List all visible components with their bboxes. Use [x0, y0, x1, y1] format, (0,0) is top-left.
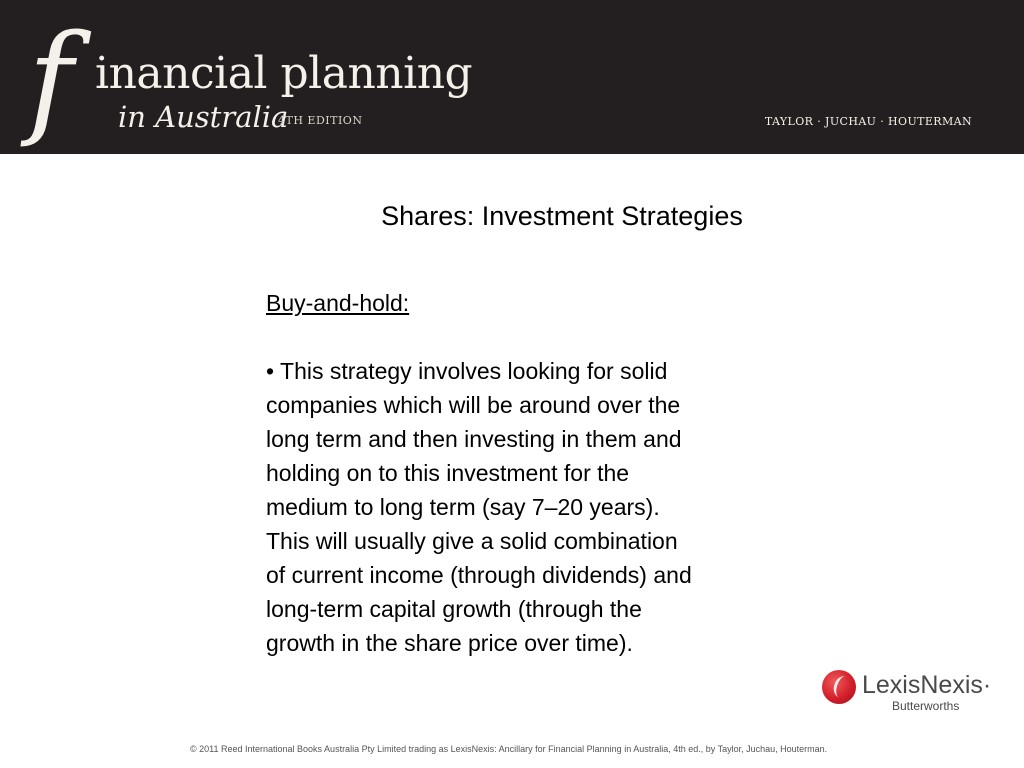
edition-label: 4TH EDITION: [278, 114, 363, 127]
logo-name: LexisNexis·: [862, 671, 992, 699]
publisher-logo: [822, 668, 992, 716]
slide-title: Shares: Investment Strategies: [381, 201, 743, 231]
brand-initial: f: [28, 8, 74, 150]
header-banner: [0, 0, 1024, 154]
slide-body: [266, 286, 766, 660]
authors-label: TAYLOR · JUCHAU · HOUTERMAN: [764, 115, 972, 128]
copyright-footer: © 2011 Reed International Books Australia Pty Limited trading as LexisNexis: Ancillary for Financial Planning in Australia, 4th ed., by Taylor, Juchau, Houterman.: [190, 744, 828, 754]
lexisnexis-mark-icon: [822, 670, 856, 704]
brand-subtitle: in Australia: [118, 100, 289, 134]
brand-title: inancial planning: [95, 48, 473, 99]
logo-tagline: Butterworths: [892, 699, 960, 713]
section-heading: Buy-and-hold:: [266, 290, 410, 316]
bullet-paragraph: • This strategy involves looking for solid companies which will be around over the long term and then investing in them and holding on to this investment for the medium to long term (say 7–20 years). This will usually give a solid combination of current income (through dividends) and long-term capital growth (through the growth in the share price over time).: [266, 358, 692, 656]
